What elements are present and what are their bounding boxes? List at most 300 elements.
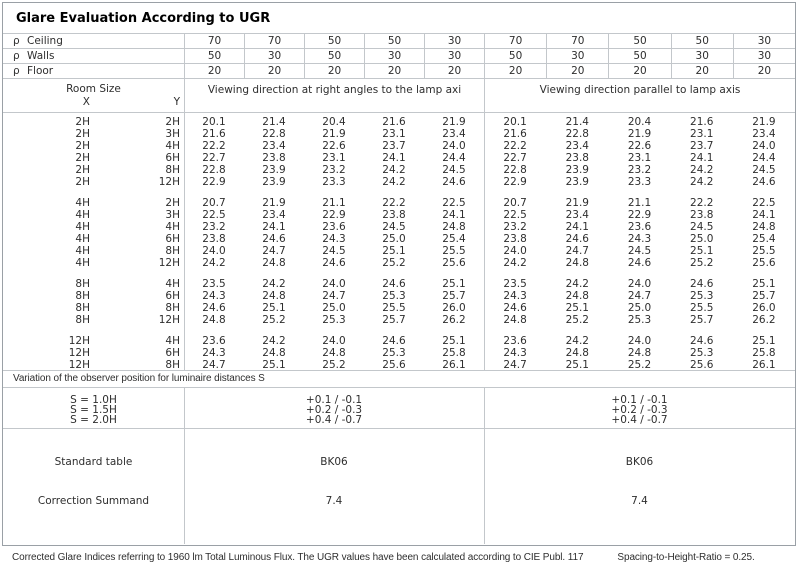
variation-note: Variation of the observer position for luminaire distances S — [3, 371, 795, 388]
ugr-value-cell: 22.9 — [503, 176, 527, 188]
ugr-value-cell: 23.1 — [322, 152, 346, 164]
footer-note — [2, 552, 796, 563]
reflectance-value-cell: 50 — [184, 49, 244, 63]
ugr-value-cell: 23.5 — [503, 278, 527, 290]
reflectance-value-cell: 50 — [364, 34, 424, 48]
ugr-row — [3, 257, 795, 269]
ugr-value-cell: 25.3 — [382, 290, 406, 302]
viewing-direction-right-angles-label: Viewing direction at right angles to the lamp axi — [184, 79, 484, 112]
ugr-value-cell: 21.6 — [382, 116, 406, 128]
ugr-value-cell: 25.7 — [382, 314, 406, 326]
ugr-row — [3, 314, 795, 326]
reflectance-value-cell: 20 — [304, 64, 364, 78]
ugr-value-cell: 24.7 — [627, 290, 652, 302]
ugr-value-cell: 23.6 — [322, 221, 346, 233]
ugr-value-cell: 22.6 — [322, 140, 346, 152]
ugr-row — [3, 128, 795, 140]
ugr-value-cell: 24.5 — [442, 164, 466, 176]
s-distance-row — [3, 405, 795, 415]
ugr-value-cell: 24.1 — [382, 152, 406, 164]
ugr-value-cell: 23.8 — [262, 152, 286, 164]
ugr-value-cell: 23.8 — [565, 152, 589, 164]
ugr-value-cell: 22.2 — [382, 197, 406, 209]
ugr-value-cell: 24.2 — [202, 257, 226, 269]
room-size-x-cell: 12H — [68, 347, 90, 359]
ugr-value-cell: 24.2 — [565, 335, 589, 347]
ugr-value-cell: 25.8 — [752, 347, 776, 359]
ugr-value-cell: 23.1 — [382, 128, 406, 140]
room-size-x-cell: 12H — [68, 359, 90, 371]
ugr-value-cell: 24.0 — [627, 335, 652, 347]
reflectance-value-cell: 30 — [364, 49, 424, 63]
room-size-y-cell: 8H — [165, 359, 180, 371]
ugr-row — [3, 290, 795, 302]
reflectance-value-cell: 20 — [546, 64, 608, 78]
standard-table-row — [3, 456, 795, 468]
room-size-y-cell: 3H — [165, 209, 180, 221]
ugr-value-cell: 24.0 — [503, 245, 527, 257]
reflectance-row — [3, 64, 795, 79]
ugr-value-cell: 25.6 — [382, 359, 406, 371]
s-distance-row — [3, 415, 795, 425]
ugr-value-cell: 23.2 — [627, 164, 652, 176]
ugr-value-cell: 25.2 — [262, 314, 286, 326]
ugr-value-cell: 22.5 — [442, 197, 466, 209]
ugr-value-cell: 24.5 — [690, 221, 714, 233]
s-variation-value: +0.2 / -0.3 — [611, 404, 668, 416]
reflectance-label-cell — [3, 49, 184, 63]
s-distance-label: S = 2.0H — [70, 414, 117, 426]
ugr-value-cell: 22.5 — [503, 209, 527, 221]
ugr-value-cell: 26.0 — [442, 302, 466, 314]
ugr-value-cell: 23.4 — [565, 140, 589, 152]
reflectance-value-cell: 70 — [244, 34, 304, 48]
ugr-value-cell: 24.3 — [202, 290, 226, 302]
room-size-header — [3, 79, 184, 112]
ugr-value-cell: 24.6 — [202, 302, 226, 314]
ugr-value-cell: 23.7 — [382, 140, 406, 152]
ugr-value-cell: 24.0 — [322, 335, 346, 347]
ugr-row — [3, 152, 795, 164]
ugr-value-cell: 22.8 — [202, 164, 226, 176]
ugr-value-cell: 23.6 — [202, 335, 226, 347]
room-size-y-cell: 4H — [165, 278, 180, 290]
ugr-value-cell: 24.8 — [627, 347, 652, 359]
room-size-x-cell: 4H — [75, 233, 90, 245]
correction-summand-label: Correction Summand — [37, 495, 150, 507]
ugr-row — [3, 197, 795, 209]
ugr-value-cell: 22.8 — [262, 128, 286, 140]
ugr-value-cell: 21.9 — [322, 128, 346, 140]
ugr-value-cell: 25.3 — [690, 290, 714, 302]
ugr-value-cell: 24.1 — [442, 209, 466, 221]
ugr-value-cell: 20.7 — [503, 197, 527, 209]
ugr-value-cell: 24.2 — [690, 176, 714, 188]
ugr-values-section — [3, 113, 795, 371]
ugr-value-cell: 25.0 — [627, 302, 652, 314]
ugr-value-cell: 22.9 — [202, 176, 226, 188]
ugr-value-cell: 24.8 — [752, 221, 776, 233]
ugr-value-cell: 25.2 — [690, 257, 714, 269]
room-size-x-cell: 2H — [75, 152, 90, 164]
ugr-value-cell: 24.7 — [262, 245, 286, 257]
ugr-value-cell: 24.7 — [565, 245, 589, 257]
ugr-value-cell: 24.6 — [382, 335, 406, 347]
x-column-label: X — [82, 96, 90, 108]
ugr-value-cell: 24.4 — [442, 152, 466, 164]
ugr-value-cell: 24.3 — [322, 233, 346, 245]
reflectance-value-cell: 70 — [184, 34, 244, 48]
ugr-value-cell: 24.1 — [690, 152, 714, 164]
page-title: Glare Evaluation According to UGR — [3, 3, 795, 34]
ugr-value-cell: 24.0 — [442, 140, 466, 152]
room-size-y-cell: 8H — [165, 302, 180, 314]
reflectance-value-cell: 20 — [424, 64, 484, 78]
ugr-value-cell: 24.3 — [503, 347, 527, 359]
room-size-y-cell: 6H — [165, 233, 180, 245]
reflectance-value-cell: 20 — [184, 64, 244, 78]
ugr-value-cell: 24.3 — [627, 233, 652, 245]
ugr-value-cell: 24.2 — [262, 335, 286, 347]
s-distance-label: S = 1.5H — [70, 404, 117, 416]
ugr-value-cell: 24.6 — [690, 335, 714, 347]
section-divider-line — [484, 429, 485, 544]
reflectance-value-cell: 70 — [546, 34, 608, 48]
ugr-value-cell: 22.2 — [690, 197, 714, 209]
room-size-y-cell: 4H — [165, 221, 180, 233]
ugr-value-cell: 24.0 — [627, 278, 652, 290]
ugr-report-table — [2, 2, 796, 546]
room-size-y-cell: 4H — [165, 140, 180, 152]
ugr-value-cell: 24.1 — [565, 221, 589, 233]
ugr-value-cell: 21.9 — [442, 116, 466, 128]
ugr-value-cell: 24.6 — [262, 233, 286, 245]
ugr-value-cell: 23.9 — [565, 176, 589, 188]
room-size-y-cell: 12H — [158, 314, 180, 326]
reflectance-value-cell: 20 — [244, 64, 304, 78]
reflectance-value-cell: 50 — [304, 49, 364, 63]
ugr-value-cell: 24.1 — [752, 209, 776, 221]
room-size-label: Room Size — [66, 83, 121, 95]
ugr-value-cell: 26.0 — [752, 302, 776, 314]
ugr-value-cell: 25.1 — [752, 278, 776, 290]
ugr-value-cell: 25.5 — [690, 302, 714, 314]
reflectance-value-cell: 50 — [304, 34, 364, 48]
ugr-value-cell: 23.6 — [503, 335, 527, 347]
ugr-value-cell: 24.5 — [322, 245, 346, 257]
section-divider-line — [484, 388, 485, 428]
section-divider-line — [184, 388, 185, 428]
reflectance-value-cell: 20 — [608, 64, 670, 78]
ugr-value-cell: 24.8 — [503, 314, 527, 326]
ugr-row — [3, 140, 795, 152]
ugr-value-cell: 26.1 — [752, 359, 776, 371]
room-size-x-cell: 2H — [75, 176, 90, 188]
reflectance-row — [3, 49, 795, 64]
ugr-value-cell: 24.6 — [752, 176, 776, 188]
ugr-value-cell: 22.7 — [202, 152, 226, 164]
ugr-value-cell: 25.1 — [382, 245, 406, 257]
ugr-value-cell: 25.0 — [382, 233, 406, 245]
room-size-y-cell: 12H — [158, 257, 180, 269]
ugr-row — [3, 302, 795, 314]
reflectance-value-cell: 50 — [608, 34, 670, 48]
s-variation-value: +0.1 / -0.1 — [611, 394, 668, 406]
room-size-x-cell: 4H — [75, 221, 90, 233]
room-size-group — [3, 197, 795, 269]
reflectance-value-cell: 30 — [671, 49, 733, 63]
ugr-value-cell: 23.9 — [262, 164, 286, 176]
ugr-row — [3, 233, 795, 245]
ugr-value-cell: 24.8 — [262, 290, 286, 302]
ugr-value-cell: 25.7 — [752, 290, 776, 302]
ugr-value-cell: 20.1 — [503, 116, 527, 128]
ugr-value-cell: 21.4 — [565, 116, 589, 128]
room-size-y-cell: 2H — [165, 197, 180, 209]
ugr-row — [3, 335, 795, 347]
ugr-row — [3, 359, 795, 371]
ugr-value-cell: 25.1 — [442, 278, 466, 290]
ugr-value-cell: 23.4 — [262, 209, 286, 221]
correction-summand-row — [3, 495, 795, 507]
viewing-direction-parallel-label: Viewing direction parallel to lamp axis — [484, 79, 795, 112]
ugr-value-cell: 24.2 — [503, 257, 527, 269]
ugr-row — [3, 209, 795, 221]
ugr-value-cell: 25.3 — [627, 314, 652, 326]
ugr-value-cell: 22.2 — [202, 140, 226, 152]
ugr-value-cell: 23.6 — [627, 221, 652, 233]
ugr-value-cell: 24.8 — [565, 290, 589, 302]
reflectance-value-cell: 20 — [484, 64, 546, 78]
ugr-value-cell: 25.5 — [382, 302, 406, 314]
ugr-value-cell: 24.8 — [565, 347, 589, 359]
ugr-value-cell: 24.8 — [322, 347, 346, 359]
ugr-value-cell: 23.4 — [442, 128, 466, 140]
section-divider-line — [484, 113, 485, 370]
reflectance-value-cell: 30 — [733, 34, 795, 48]
ugr-value-cell: 23.8 — [382, 209, 406, 221]
ugr-value-cell: 22.7 — [503, 152, 527, 164]
ugr-row — [3, 245, 795, 257]
standard-table-section — [3, 429, 795, 544]
s-variation-value: +0.4 / -0.7 — [305, 414, 363, 426]
ugr-value-cell: 25.0 — [322, 302, 346, 314]
rho-symbol: ρ — [13, 35, 20, 47]
ugr-row — [3, 176, 795, 188]
correction-summand-value: 7.4 — [631, 495, 648, 507]
reflectance-label: Ceiling — [27, 35, 63, 47]
ugr-value-cell: 23.4 — [262, 140, 286, 152]
correction-summand-value: 7.4 — [325, 495, 343, 507]
ugr-value-cell: 23.1 — [627, 152, 652, 164]
ugr-value-cell: 24.2 — [382, 176, 406, 188]
standard-table-value: BK06 — [320, 456, 348, 468]
ugr-value-cell: 24.6 — [690, 278, 714, 290]
ugr-value-cell: 25.0 — [690, 233, 714, 245]
reflectance-value-cell: 20 — [671, 64, 733, 78]
ugr-value-cell: 24.3 — [503, 290, 527, 302]
ugr-value-cell: 26.2 — [752, 314, 776, 326]
reflectance-label: Walls — [27, 50, 55, 62]
reflectance-value-cell: 30 — [733, 49, 795, 63]
room-size-x-cell: 4H — [75, 245, 90, 257]
ugr-value-cell: 23.8 — [690, 209, 714, 221]
ugr-value-cell: 24.8 — [262, 257, 286, 269]
room-size-x-cell: 4H — [75, 257, 90, 269]
ugr-value-cell: 24.0 — [202, 245, 226, 257]
ugr-value-cell: 25.3 — [690, 347, 714, 359]
ugr-value-cell: 21.9 — [627, 128, 652, 140]
reflectance-value-cell: 20 — [364, 64, 424, 78]
ugr-value-cell: 24.8 — [262, 347, 286, 359]
room-size-y-cell: 6H — [165, 152, 180, 164]
standard-table-label: Standard table — [54, 456, 133, 468]
s-variation-value: +0.2 / -0.3 — [305, 404, 363, 416]
ugr-value-cell: 25.2 — [627, 359, 652, 371]
ugr-value-cell: 25.6 — [752, 257, 776, 269]
ugr-value-cell: 26.1 — [442, 359, 466, 371]
ugr-value-cell: 25.7 — [442, 290, 466, 302]
ugr-value-cell: 21.9 — [262, 197, 286, 209]
room-size-group — [3, 116, 795, 188]
ugr-value-cell: 23.2 — [202, 221, 226, 233]
room-size-y-cell: 6H — [165, 347, 180, 359]
room-size-x-cell: 8H — [75, 302, 90, 314]
room-size-x-cell: 12H — [68, 335, 90, 347]
ugr-value-cell: 25.4 — [442, 233, 466, 245]
ugr-value-cell: 24.6 — [322, 257, 346, 269]
reflectance-value-cell: 50 — [608, 49, 670, 63]
room-size-y-cell: 6H — [165, 290, 180, 302]
ugr-value-cell: 23.4 — [752, 128, 776, 140]
room-size-y-cell: 8H — [165, 164, 180, 176]
ugr-value-cell: 25.6 — [690, 359, 714, 371]
ugr-value-cell: 25.1 — [565, 359, 589, 371]
ugr-value-cell: 23.7 — [690, 140, 714, 152]
room-size-x-cell: 2H — [75, 128, 90, 140]
ugr-value-cell: 25.3 — [382, 347, 406, 359]
reflectance-value-cell: 30 — [244, 49, 304, 63]
ugr-value-cell: 24.2 — [565, 278, 589, 290]
ugr-value-cell: 22.9 — [627, 209, 652, 221]
ugr-value-cell: 25.5 — [442, 245, 466, 257]
table-header-row — [3, 79, 795, 113]
ugr-value-cell: 22.2 — [503, 140, 527, 152]
ugr-value-cell: 23.3 — [322, 176, 346, 188]
ugr-value-cell: 21.9 — [752, 116, 776, 128]
ugr-row — [3, 278, 795, 290]
ugr-value-cell: 25.8 — [442, 347, 466, 359]
ugr-value-cell: 22.6 — [627, 140, 652, 152]
ugr-value-cell: 25.5 — [752, 245, 776, 257]
ugr-value-cell: 23.8 — [503, 233, 527, 245]
ugr-value-cell: 24.6 — [382, 278, 406, 290]
room-size-xy-labels — [3, 96, 184, 109]
rho-symbol: ρ — [13, 50, 20, 62]
ugr-value-cell: 23.3 — [627, 176, 652, 188]
reflectance-label: Floor — [27, 65, 54, 77]
ugr-value-cell: 24.8 — [202, 314, 226, 326]
reflectance-value-cell: 50 — [484, 49, 546, 63]
room-size-x-cell: 2H — [75, 116, 90, 128]
s-distance-row — [3, 395, 795, 405]
reflectance-rows — [3, 34, 795, 79]
ugr-value-cell: 23.5 — [202, 278, 226, 290]
ugr-value-cell: 24.0 — [752, 140, 776, 152]
ugr-value-cell: 23.9 — [565, 164, 589, 176]
ugr-value-cell: 23.8 — [202, 233, 226, 245]
ugr-value-cell: 24.8 — [565, 257, 589, 269]
room-size-y-cell: 12H — [158, 176, 180, 188]
reflectance-value-cell: 30 — [424, 34, 484, 48]
reflectance-label-cell — [3, 34, 184, 48]
s-variation-value: +0.1 / -0.1 — [305, 394, 363, 406]
ugr-value-cell: 24.2 — [382, 164, 406, 176]
ugr-value-cell: 24.7 — [322, 290, 346, 302]
room-size-y-cell: 2H — [165, 116, 180, 128]
ugr-value-cell: 24.6 — [442, 176, 466, 188]
ugr-row — [3, 164, 795, 176]
reflectance-label-cell — [3, 64, 184, 78]
footer-text: Corrected Glare Indices referring to 1960 lm Total Luminous Flux. The UGR values have been calculated according to CIE Publ. 117 — [12, 552, 584, 563]
y-column-label: Y — [173, 96, 180, 108]
reflectance-value-cell: 30 — [546, 49, 608, 63]
ugr-value-cell: 23.1 — [690, 128, 714, 140]
ugr-value-cell: 20.4 — [322, 116, 346, 128]
ugr-value-cell: 25.2 — [322, 359, 346, 371]
ugr-value-cell: 20.1 — [202, 116, 226, 128]
room-size-group — [3, 278, 795, 326]
ugr-value-cell: 24.5 — [627, 245, 652, 257]
ugr-value-cell: 20.7 — [202, 197, 226, 209]
ugr-value-cell: 21.6 — [503, 128, 527, 140]
ugr-value-cell: 21.4 — [262, 116, 286, 128]
ugr-value-cell: 24.3 — [202, 347, 226, 359]
room-size-group — [3, 335, 795, 371]
ugr-value-cell: 21.6 — [690, 116, 714, 128]
ugr-value-cell: 23.2 — [503, 221, 527, 233]
ugr-value-cell: 23.9 — [262, 176, 286, 188]
reflectance-value-cell: 50 — [671, 34, 733, 48]
s-variation-value: +0.4 / -0.7 — [611, 414, 668, 426]
ugr-value-cell: 25.4 — [752, 233, 776, 245]
room-size-x-cell: 4H — [75, 197, 90, 209]
ugr-value-cell: 24.0 — [322, 278, 346, 290]
ugr-value-cell: 23.2 — [322, 164, 346, 176]
ugr-row — [3, 221, 795, 233]
ugr-value-cell: 24.8 — [442, 221, 466, 233]
ugr-value-cell: 24.5 — [752, 164, 776, 176]
ugr-value-cell: 26.2 — [442, 314, 466, 326]
ugr-value-cell: 20.4 — [627, 116, 652, 128]
ugr-value-cell: 24.5 — [382, 221, 406, 233]
ugr-value-cell: 24.7 — [202, 359, 226, 371]
ugr-value-cell: 23.4 — [565, 209, 589, 221]
ugr-value-cell: 22.8 — [565, 128, 589, 140]
room-size-x-cell: 8H — [75, 314, 90, 326]
room-size-y-cell: 3H — [165, 128, 180, 140]
ugr-value-cell: 21.1 — [627, 197, 652, 209]
reflectance-value-cell: 70 — [484, 34, 546, 48]
s-distance-label: S = 1.0H — [70, 394, 117, 406]
room-size-x-cell: 2H — [75, 164, 90, 176]
ugr-value-cell: 25.1 — [262, 302, 286, 314]
observer-variation-section — [3, 388, 795, 429]
ugr-value-cell: 21.6 — [202, 128, 226, 140]
room-size-x-cell: 2H — [75, 140, 90, 152]
ugr-value-cell: 25.2 — [382, 257, 406, 269]
ugr-value-cell: 22.8 — [503, 164, 527, 176]
